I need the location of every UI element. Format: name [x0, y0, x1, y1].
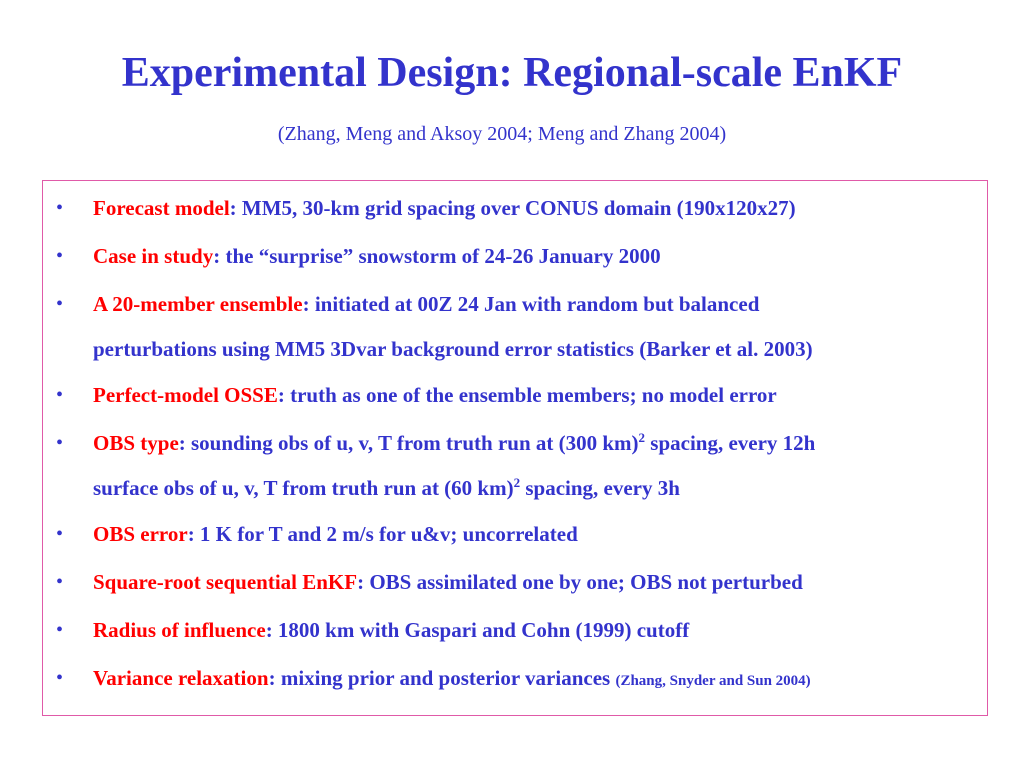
- bullet-text: : truth as one of the ensemble members; no model error: [277, 383, 777, 407]
- bullet-list: [43, 193, 989, 714]
- bullet-obs-error: [43, 519, 989, 549]
- slide-title: Experimental Design: Regional-scale EnKF: [121, 50, 903, 96]
- bullet-keyword: Perfect-model OSSE: [93, 383, 278, 407]
- bullet-text: : OBS assimilated one by one; OBS not perturbed: [357, 570, 803, 594]
- bullet-dot-icon: •: [56, 667, 64, 689]
- slide-subtitle: (Zhang, Meng and Aksoy 2004; Meng and Zhang 2004): [277, 123, 727, 145]
- bullet-text: : the “surprise” snowstorm of 24-26 January 2000: [213, 244, 661, 268]
- superscript: 2: [513, 475, 521, 490]
- bullet-text: surface obs of u, v, T from truth run at (60 km): [93, 476, 514, 500]
- bullet-dot-icon: •: [56, 293, 64, 315]
- bullet-dot-icon: •: [56, 523, 64, 545]
- bullet-keyword: OBS error: [93, 522, 188, 546]
- content-box: [42, 180, 988, 716]
- bullet-text: : sounding obs of u, v, T from truth run at (300 km): [178, 431, 639, 455]
- superscript: 2: [638, 430, 646, 445]
- bullet-keyword: A 20-member ensemble: [93, 292, 303, 316]
- citation: (Zhang, Snyder and Sun 2004): [615, 673, 811, 689]
- bullet-forecast-model: [43, 193, 989, 223]
- bullet-case-in-study: [43, 241, 989, 271]
- bullet-dot-icon: •: [56, 432, 64, 454]
- bullet-keyword: Forecast model: [93, 196, 230, 220]
- bullet-keyword: Case in study: [93, 244, 214, 268]
- bullet-dot-icon: •: [56, 571, 64, 593]
- bullet-keyword: OBS type: [93, 431, 179, 455]
- bullet-variance-relaxation: [43, 663, 989, 696]
- bullet-keyword: Square-root sequential EnKF: [93, 570, 358, 594]
- bullet-obs-type: [43, 428, 989, 503]
- bullet-sqrt-enkf: [43, 567, 989, 597]
- bullet-text: : mixing prior and posterior variances: [268, 666, 616, 690]
- bullet-perfect-model: [43, 380, 989, 410]
- bullet-text: : 1 K for T and 2 m/s for u&v; uncorrelated: [187, 522, 578, 546]
- bullet-keyword: Variance relaxation: [93, 666, 269, 690]
- bullet-dot-icon: •: [56, 384, 64, 406]
- bullet-radius-of-influence: [43, 615, 989, 645]
- bullet-text: : MM5, 30-km grid spacing over CONUS domain (190x120x27): [229, 196, 796, 220]
- bullet-dot-icon: •: [56, 245, 64, 267]
- bullet-text-continued: perturbations using MM5 3Dvar background error statistics (Barker et al. 2003): [93, 337, 813, 361]
- bullet-text: spacing, every 12h: [645, 431, 816, 455]
- bullet-dot-icon: •: [56, 197, 64, 219]
- bullet-text: : initiated at 00Z 24 Jan with random but balanced: [302, 292, 760, 316]
- bullet-text-continued: [93, 473, 989, 503]
- bullet-text: spacing, every 3h: [520, 476, 680, 500]
- bullet-ensemble: [43, 289, 989, 364]
- bullet-text: : 1800 km with Gaspari and Cohn (1999) cutoff: [265, 618, 690, 642]
- bullet-keyword: Radius of influence: [93, 618, 266, 642]
- bullet-dot-icon: •: [56, 619, 64, 641]
